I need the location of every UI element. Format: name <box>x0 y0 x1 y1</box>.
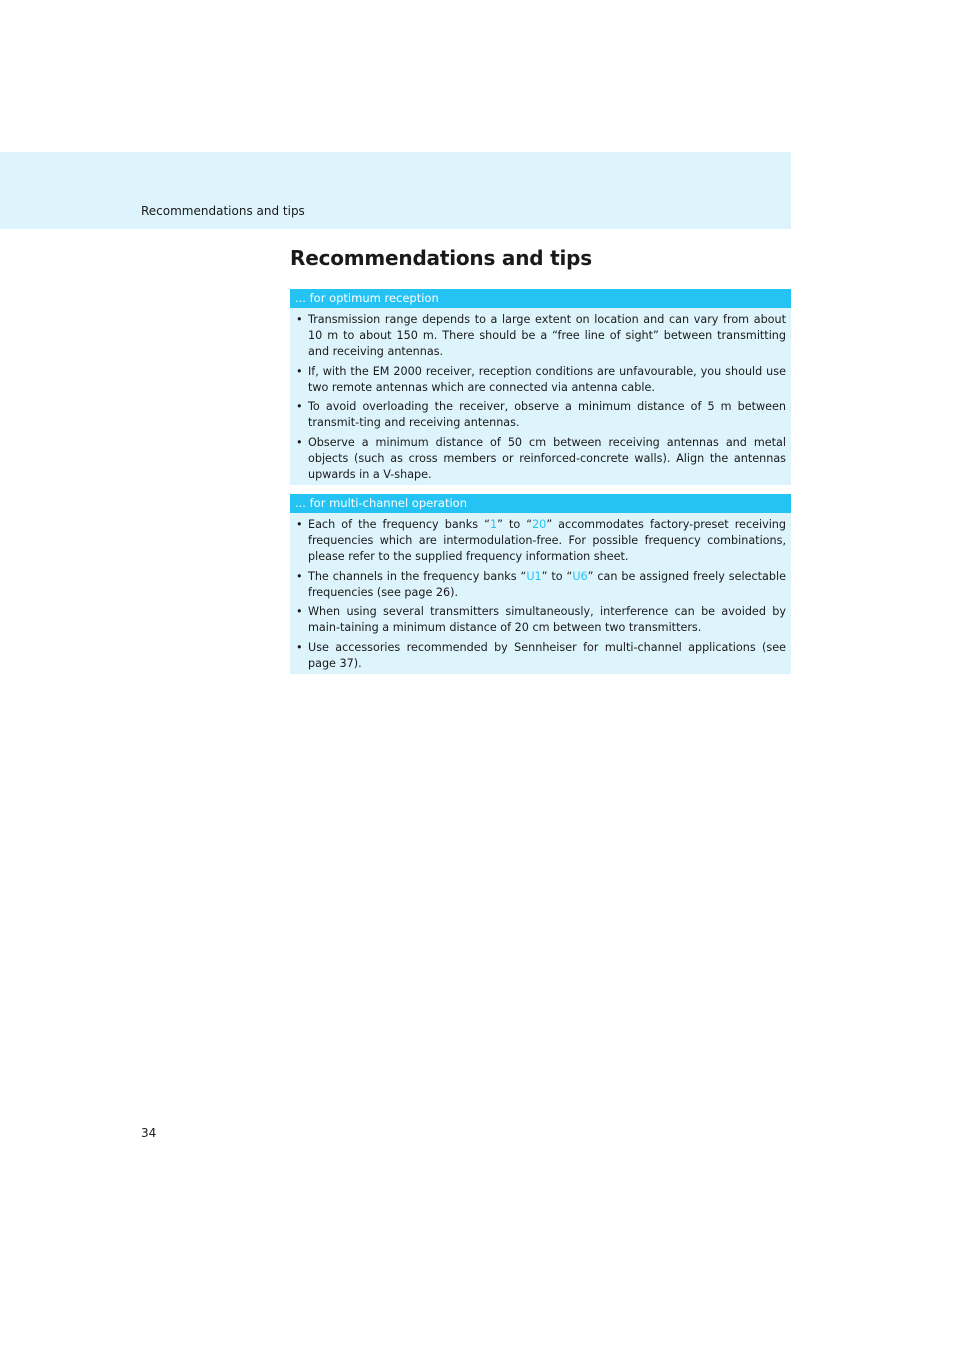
page-title: Recommendations and tips <box>290 246 592 270</box>
list-item: • Each of the frequency banks “1” to “20” accommodates factory-preset receiving frequencies which are intermodulation-free. For possible frequency combinations, please refer to the supplied frequency information sheet. <box>296 518 787 563</box>
header-band <box>0 152 791 229</box>
bullet-icon: • <box>296 569 303 583</box>
list-item: • When using several transmitters simultaneously, interference can be avoided by main-taining a minimum distance of 20 cm between two transmitters. <box>296 605 786 634</box>
bullet-icon: • <box>296 518 303 531</box>
list-item: • If, with the EM 2000 receiver, reception conditions are unfavourable, you should use two remote antennas which are connected via antenna cable. <box>296 364 786 394</box>
bullet-icon: • <box>296 435 303 449</box>
bank-range-start: 1 <box>489 518 498 531</box>
section-body-multichannel <box>290 513 791 674</box>
tips-list-reception <box>294 312 786 483</box>
page-number: 34 <box>141 1126 157 1140</box>
bullet-icon: • <box>296 364 303 378</box>
list-item: • The channels in the frequency banks “U1” to “U6” can be assigned freely selectable frequencies (see page 26). <box>296 569 786 599</box>
bullet-icon: • <box>296 313 303 326</box>
section-heading-reception: ... for optimum reception <box>290 289 791 308</box>
bullet-icon: • <box>296 605 303 618</box>
tips-list-multichannel <box>294 517 786 672</box>
running-header: Recommendations and tips <box>141 204 305 218</box>
section-body-reception <box>290 308 791 485</box>
list-item: • Use accessories recommended by Sennheiser for multi-channel applications (see page 37). <box>296 640 786 670</box>
list-item: • Transmission range depends to a large extent on location and can vary from about 10 m to about 150 m. There should be a “free line of sight” between transmitting and receiving antennas. <box>296 313 786 358</box>
section-heading-multichannel: ... for multi-channel operation <box>290 494 791 513</box>
list-item: • To avoid overloading the receiver, observe a minimum distance of 5 m between transmit-ting and receiving antennas. <box>296 400 786 429</box>
bullet-icon: • <box>296 400 303 413</box>
bank-range-start: U1 <box>526 569 542 583</box>
list-item: • Observe a minimum distance of 50 cm between receiving antennas and metal objects (such as cross members or reinforced-concrete walls). Align the antennas upwards in a V-shape. <box>296 435 786 481</box>
bank-range-end: U6 <box>572 569 588 583</box>
bullet-icon: • <box>296 640 303 654</box>
bank-range-end: 20 <box>532 518 547 531</box>
